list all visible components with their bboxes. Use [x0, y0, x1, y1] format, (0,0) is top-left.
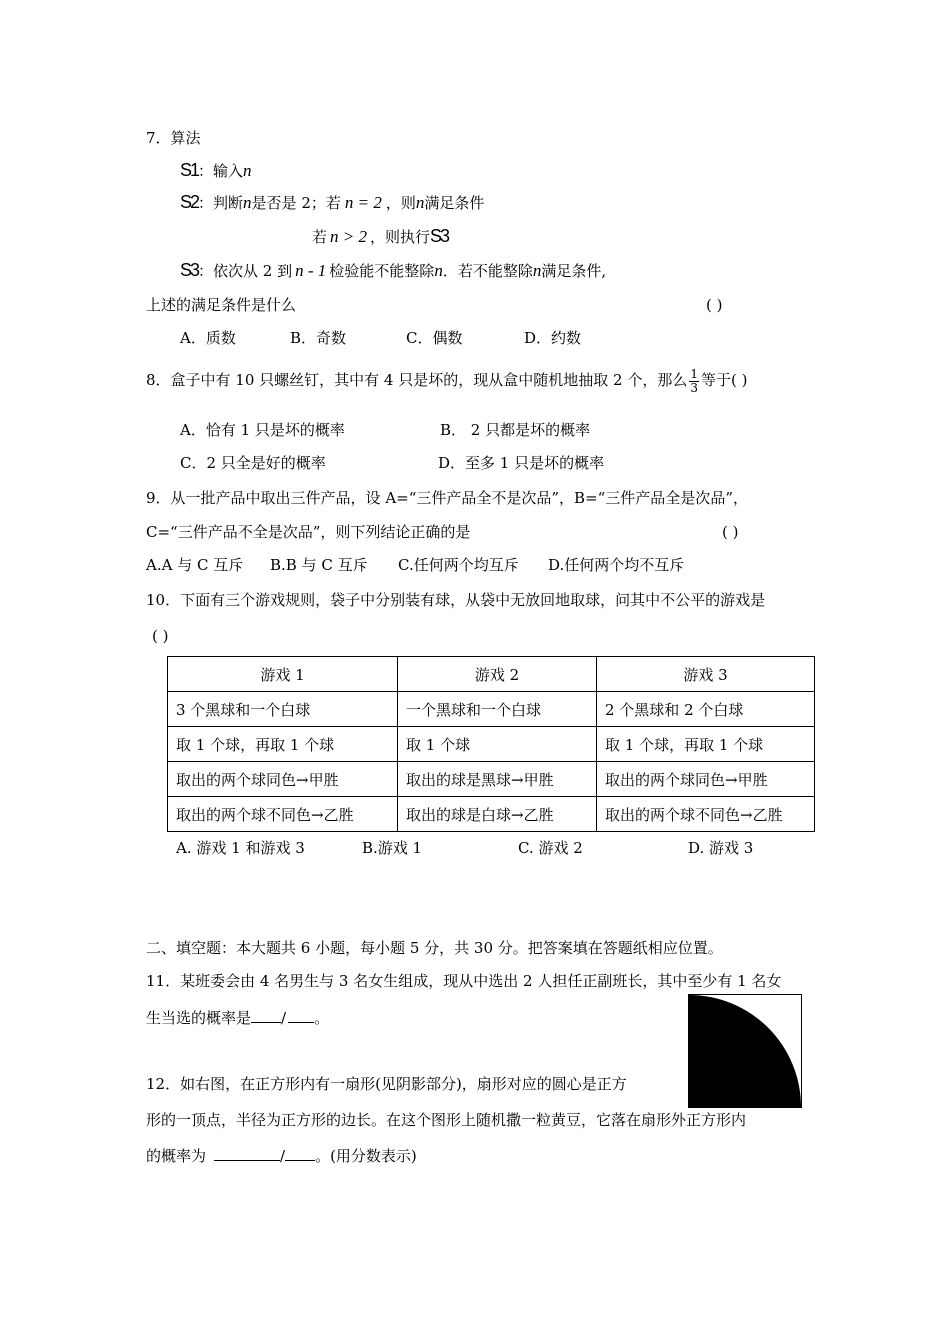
q12-line3-text: 的概率为 [146, 1147, 207, 1165]
q10-option-a: A. 游戏 1 和游戏 3 [176, 839, 305, 857]
q8-option-c: C．2 只全是好的概率 [180, 454, 326, 472]
q7-answer-paren: ( ) [706, 296, 723, 314]
games-table [167, 656, 815, 832]
q8-option-b: B． 2 只都是坏的概率 [440, 421, 591, 439]
step2-label: S2 [180, 192, 199, 212]
step2-text-a: ：判断 [198, 194, 244, 212]
q12-line1: 12．如右图，在正方形内有一扇形(见阴影部分)，扇形对应的圆心是正方 [146, 1075, 627, 1093]
q8-stem-end: 等于( ) [700, 371, 748, 389]
var-n: n [243, 193, 252, 212]
q10-answer-paren: ( ) [152, 627, 169, 645]
q9-option-c: C.任何两个均互斥 [398, 556, 519, 574]
table-cell: 取出的两个球不同色→乙胜 [168, 797, 398, 832]
table-cell: 取 1 个球 [398, 727, 597, 762]
step3-text-d: 满足条件, [541, 262, 607, 280]
q7-step3 [180, 260, 606, 281]
q11-answer-blank-2 [288, 1008, 314, 1023]
table-cell: 取出的两个球同色→甲胜 [168, 762, 398, 797]
q7-option-b: B．奇数 [290, 329, 347, 347]
table-cell: 取出的球是白球→乙胜 [398, 797, 597, 832]
q8-stem-text: 8．盒子中有 10 只螺丝钉，其中有 4 只是坏的，现从盒中随机地抽取 2 个，那么 [146, 371, 688, 389]
fraction-numerator: 1 [690, 366, 698, 381]
table-cell: 取出的两个球同色→甲胜 [597, 762, 815, 797]
table-cell: 取 1 个球，再取 1 个球 [168, 727, 398, 762]
q10-option-c: C. 游戏 2 [518, 839, 583, 857]
q9-option-a: A.A 与 C 互斥 [146, 556, 244, 574]
q8-option-a: A．恰有 1 只是坏的概率 [180, 421, 345, 439]
section2-heading: 二、填空题：本大题共 6 小题，每小题 5 分，共 30 分。把答案填在答题纸相应位置。 [146, 939, 723, 957]
table-header: 游戏 3 [597, 657, 815, 692]
sector-svg [689, 995, 801, 1107]
step3-text-c: ．若不能整除 [442, 262, 533, 280]
fraction-one-third [689, 368, 699, 395]
q9-line2: C=“三件产品不全是次品”，则下列结论正确的是 [146, 523, 471, 541]
q9-answer-paren: ( ) [722, 523, 739, 541]
step1-label: S1 [180, 160, 199, 180]
q7-question: 上述的满足条件是什么 [146, 296, 297, 314]
n-minus-1: n - 1 [295, 261, 327, 280]
q7-title: 7．算法 [146, 129, 201, 147]
q10-stem: 10．下面有三个游戏规则，袋子中分别装有球，从袋中无放回地取球，问其中不公平的游戏是 [146, 591, 766, 609]
table-cell: 3 个黑球和一个白球 [168, 692, 398, 727]
fraction-denominator: 3 [690, 380, 698, 395]
q12-answer-blank-2 [285, 1146, 315, 1161]
step3-text-b: 检验能不能整除 [329, 262, 435, 280]
q7-step2-line2 [312, 226, 448, 247]
q7-step2 [180, 192, 484, 213]
q12-slash: / [280, 1147, 286, 1165]
eq-n-2: n = 2 [344, 193, 382, 212]
table-row [168, 692, 815, 727]
q11-line2 [146, 1008, 329, 1028]
var-n: n [434, 261, 443, 280]
q9-option-b: B.B 与 C 互斥 [270, 556, 368, 574]
table-row [168, 762, 815, 797]
table-cell: 取出的球是黑球→甲胜 [398, 762, 597, 797]
step3-label: S3 [180, 260, 199, 280]
table-header: 游戏 2 [398, 657, 597, 692]
q8-option-d: D．至多 1 只是坏的概率 [438, 454, 605, 472]
q11-answer-blank-1 [251, 1008, 281, 1023]
var-n: n [243, 161, 252, 180]
q10-option-b: B.游戏 1 [362, 839, 423, 857]
q11-line1: 11．某班委会由 4 名男生与 3 名女生组成，现从中选出 2 人担任正副班长，其中至少有 1 名女 [146, 972, 782, 990]
q12-line2: 形的一顶点，半径为正方形的边长。在这个图形上随机撒一粒黄豆，它落在扇形外正方形内 [146, 1111, 747, 1129]
q11-end: 。 [314, 1009, 330, 1027]
step1-text: ：输入 [198, 162, 244, 180]
q9-option-d: D.任何两个均不互斥 [548, 556, 685, 574]
q12-line3-end: 。(用分数表示) [315, 1147, 417, 1165]
table-cell: 取 1 个球，再取 1 个球 [597, 727, 815, 762]
q7-option-c: C．偶数 [406, 329, 463, 347]
gt-n-2: n > 2 [330, 227, 367, 246]
step3-ref: S3 [430, 226, 449, 246]
q7-option-d: D．约数 [524, 329, 582, 347]
q7-option-a: A．质数 [180, 329, 236, 347]
q11-line2-text: 生当选的概率是 [146, 1009, 252, 1027]
step3-text-a: ：依次从 2 到 [198, 262, 293, 280]
q7-step1 [180, 160, 252, 181]
table-cell: 取出的两个球不同色→乙胜 [597, 797, 815, 832]
step2-line2-a: 若 [312, 228, 328, 246]
step2-text-c: ，则 [385, 194, 416, 212]
step2-text-d: 满足条件 [424, 194, 485, 212]
table-cell: 一个黑球和一个白球 [398, 692, 597, 727]
table-row [168, 727, 815, 762]
q9-line1: 9．从一批产品中取出三件产品，设 A=“三件产品全不是次品”，B=“三件产品全是次品”， [146, 489, 748, 507]
var-n: n [415, 193, 425, 212]
table-cell: 2 个黑球和 2 个白球 [597, 692, 815, 727]
q11-slash: / [281, 1009, 287, 1027]
q12-answer-blank-1 [214, 1146, 280, 1161]
sector-figure [688, 994, 802, 1108]
table-header-row [168, 657, 815, 692]
shaded-sector [689, 995, 801, 1107]
var-n: n [532, 261, 542, 280]
table-row [168, 797, 815, 832]
q10-option-d: D. 游戏 3 [688, 839, 754, 857]
step2-line2-b: ，则执行 [370, 228, 431, 246]
table-header: 游戏 1 [168, 657, 398, 692]
q12-line3 [146, 1146, 417, 1166]
step2-text-b: 是否是 2；若 [251, 194, 341, 212]
q8-stem [146, 367, 747, 395]
